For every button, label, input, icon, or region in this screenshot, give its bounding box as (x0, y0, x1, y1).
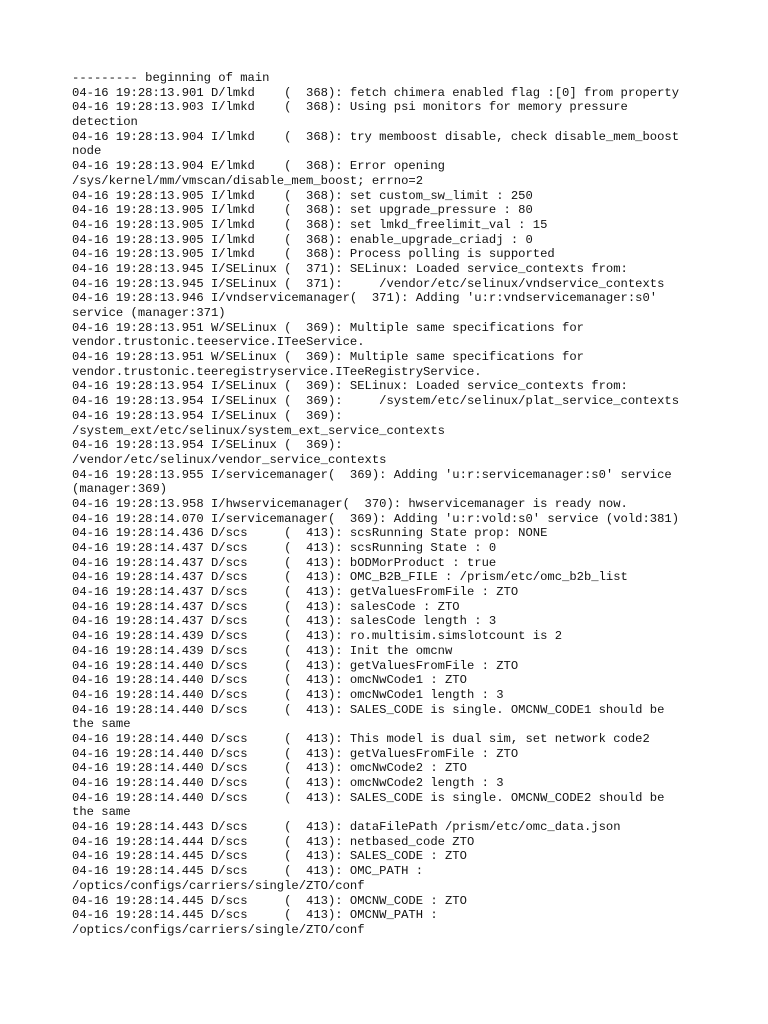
log-line: 04-16 19:28:14.440 D/scs ( 413): omcNwCode2 length : 3 (72, 776, 504, 790)
log-line: 04-16 19:28:14.070 I/servicemanager( 369): Adding 'u:r:vold:s0' service (vold:381) (72, 511, 680, 526)
log-line: 04-16 19:28:13.903 I/lmkd ( 368): Using psi monitors for memory pressure (72, 100, 628, 115)
log-line: 04-16 19:28:13.904 I/lmkd ( 368): try memboost disable, check disable_mem_boost (72, 129, 680, 144)
log-line: 04-16 19:28:14.436 D/scs ( 413): scsRunning State prop: NONE (72, 526, 548, 541)
log-line: 04-16 19:28:14.439 D/scs ( 413): ro.multisim.simslotcount is 2 (72, 629, 563, 644)
log-line: vendor.trustonic.teeregistryservice.ITeeRegistryService. (72, 364, 482, 379)
log-line: 04-16 19:28:13.901 D/lmkd ( 368): fetch chimera enabled flag :[0] from property (72, 85, 680, 100)
log-line: 04-16 19:28:14.437 D/scs ( 413): salesCode : ZTO (72, 599, 460, 614)
log-line: 04-16 19:28:14.445 D/scs ( 413): OMCNW_CODE : ZTO (72, 893, 467, 908)
log-line: 04-16 19:28:14.440 D/scs ( 413): omcNwCode1 : ZTO (72, 673, 467, 688)
log-line: 04-16 19:28:13.905 I/lmkd ( 368): Process polling is supported (72, 247, 555, 262)
log-line: 04-16 19:28:14.440 D/scs ( 413): omcNwCode1 length : 3 (72, 687, 504, 702)
log-line: 04-16 19:28:14.437 D/scs ( 413): bODMorProduct : true (72, 555, 497, 570)
log-line: node (72, 144, 102, 159)
log-line: 04-16 19:28:13.958 I/hwservicemanager( 370): hwservicemanager is ready now. (72, 496, 628, 511)
log-text-block (72, 71, 752, 938)
log-line: /sys/kernel/mm/vmscan/disable_mem_boost; errno=2 (72, 173, 424, 188)
log-line: 04-16 19:28:13.905 I/lmkd ( 368): set lmkd_freelimit_val : 15 (72, 217, 548, 232)
log-line: (manager:369) (72, 482, 168, 497)
log-line: 04-16 19:28:14.445 D/scs ( 413): OMCNW_PATH : (72, 908, 438, 923)
log-line: 04-16 19:28:13.954 I/SELinux ( 369): SELinux: Loaded service_contexts from: (72, 379, 628, 394)
log-line: /system_ext/etc/selinux/system_ext_service_contexts (72, 423, 445, 438)
log-line: the same (72, 805, 131, 820)
log-line: 04-16 19:28:14.445 D/scs ( 413): OMC_PATH : (72, 864, 424, 879)
log-line: 04-16 19:28:13.945 I/SELinux ( 371): SELinux: Loaded service_contexts from: (72, 261, 628, 276)
log-line: 04-16 19:28:13.946 I/vndservicemanager( 371): Adding 'u:r:vndservicemanager:s0' (72, 291, 658, 306)
log-line: 04-16 19:28:13.904 E/lmkd ( 368): Error opening (72, 159, 445, 174)
log-line: 04-16 19:28:14.443 D/scs ( 413): dataFilePath /prism/etc/omc_data.json (72, 820, 621, 835)
log-line: 04-16 19:28:14.439 D/scs ( 413): Init the omcnw (72, 643, 453, 658)
log-line: 04-16 19:28:13.954 I/SELinux ( 369): (72, 438, 343, 453)
log-line: /optics/configs/carriers/single/ZTO/conf (72, 922, 365, 937)
log-line: /optics/configs/carriers/single/ZTO/conf (72, 878, 365, 893)
log-line: detection (72, 115, 138, 130)
log-line: 04-16 19:28:14.437 D/scs ( 413): OMC_B2B_FILE : /prism/etc/omc_b2b_list (72, 570, 628, 585)
log-line: 04-16 19:28:14.440 D/scs ( 413): getValuesFromFile : ZTO (72, 746, 519, 761)
log-line: 04-16 19:28:13.945 I/SELinux ( 371): /vendor/etc/selinux/vndservice_contexts (72, 276, 665, 291)
log-line: 04-16 19:28:14.437 D/scs ( 413): scsRunning State : 0 (72, 541, 497, 555)
log-line: 04-16 19:28:13.955 I/servicemanager( 369): Adding 'u:r:servicemanager:s0' service (72, 467, 672, 482)
log-line: 04-16 19:28:14.444 D/scs ( 413): netbased_code ZTO (72, 834, 475, 849)
log-line: --------- beginning of main (72, 71, 270, 85)
log-line: 04-16 19:28:13.954 I/SELinux ( 369): (72, 408, 343, 423)
log-line: 04-16 19:28:14.440 D/scs ( 413): SALES_CODE is single. OMCNW_CODE1 should be (72, 702, 665, 717)
log-line: 04-16 19:28:13.951 W/SELinux ( 369): Multiple same specifications for (72, 350, 584, 365)
log-line: 04-16 19:28:14.440 D/scs ( 413): getValuesFromFile : ZTO (72, 658, 519, 673)
log-line: 04-16 19:28:13.905 I/lmkd ( 368): enable_upgrade_criadj : 0 (72, 232, 533, 247)
log-line: vendor.trustonic.teeservice.ITeeService. (72, 335, 365, 350)
log-line: 04-16 19:28:14.437 D/scs ( 413): salesCode length : 3 (72, 614, 497, 629)
log-line: 04-16 19:28:13.951 W/SELinux ( 369): Multiple same specifications for (72, 320, 584, 335)
log-line: service (manager:371) (72, 306, 226, 320)
log-line: the same (72, 717, 131, 732)
log-line: 04-16 19:28:14.440 D/scs ( 413): This model is dual sim, set network code2 (72, 731, 650, 746)
log-line: 04-16 19:28:13.954 I/SELinux ( 369): /system/etc/selinux/plat_service_contexts (72, 394, 680, 409)
log-line: 04-16 19:28:13.905 I/lmkd ( 368): set custom_sw_limit : 250 (72, 188, 533, 203)
log-line: 04-16 19:28:14.445 D/scs ( 413): SALES_CODE : ZTO (72, 849, 467, 864)
log-line: 04-16 19:28:14.440 D/scs ( 413): omcNwCode2 : ZTO (72, 761, 467, 776)
log-line: 04-16 19:28:14.440 D/scs ( 413): SALES_CODE is single. OMCNW_CODE2 should be (72, 790, 665, 805)
log-line: /vendor/etc/selinux/vendor_service_contexts (72, 452, 387, 467)
log-line: 04-16 19:28:13.905 I/lmkd ( 368): set upgrade_pressure : 80 (72, 203, 533, 218)
log-line: 04-16 19:28:14.437 D/scs ( 413): getValuesFromFile : ZTO (72, 585, 519, 600)
